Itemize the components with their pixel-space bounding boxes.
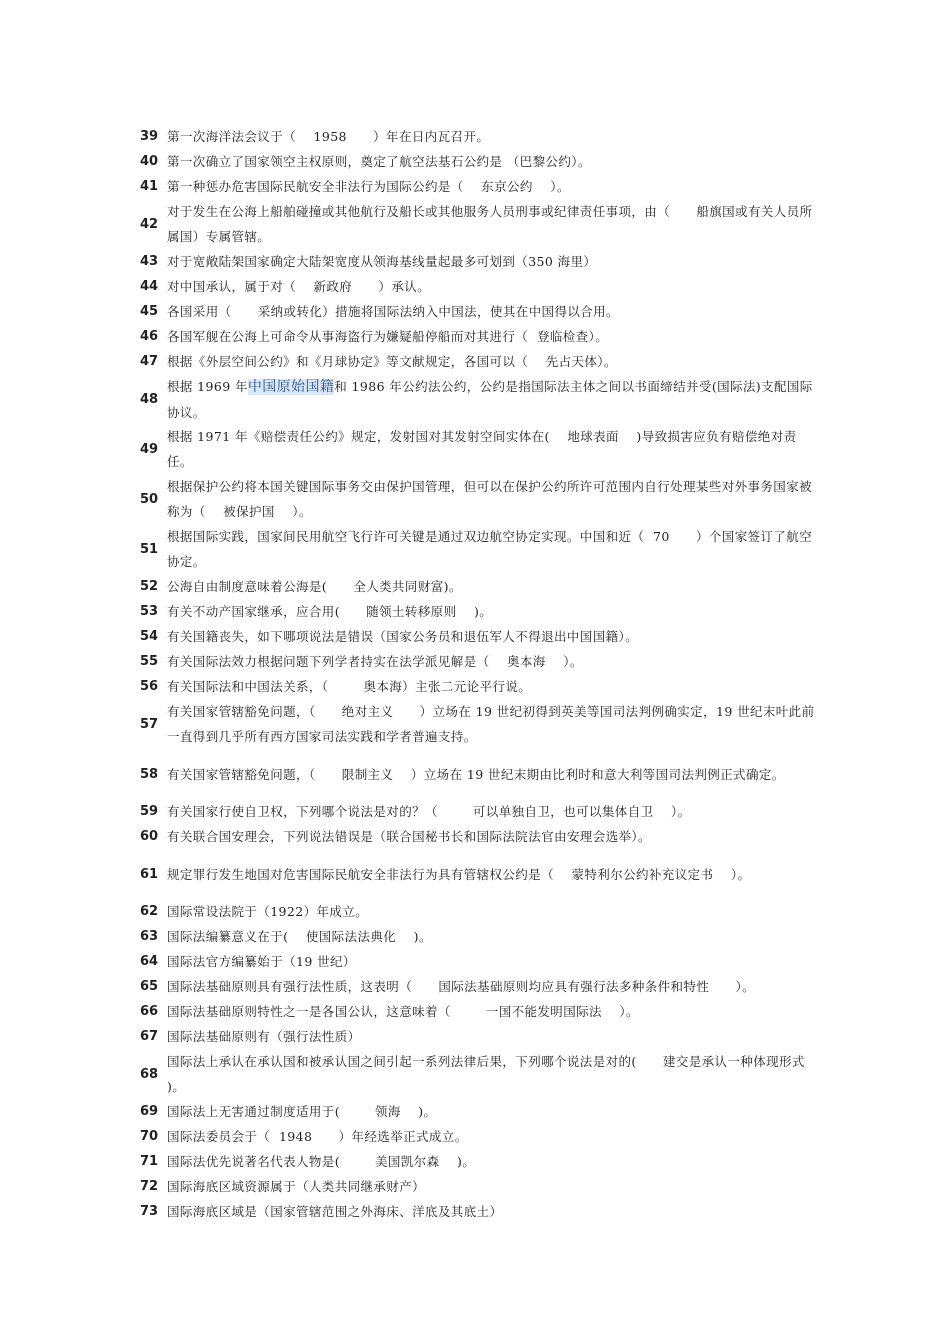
question-number: 67 [140, 1029, 159, 1044]
question-number: 50 [140, 491, 159, 507]
question-number: 62 [140, 904, 159, 919]
question-item [140, 1199, 820, 1224]
question-item [140, 1024, 820, 1049]
highlighted-text: 中国原始国籍 [247, 378, 335, 395]
question-item [140, 924, 820, 949]
question-number: 45 [140, 304, 159, 319]
question-text: 有关联合国安理会，下列说法错误是（联合国秘书长和国际法院法官由安理会选举）。 [167, 829, 651, 844]
question-text: 国际法官方编纂始于（19 世纪） [167, 954, 356, 969]
question-item [140, 199, 820, 249]
question-text: 国际法优先说著名代表人物是( 美国凯尔森 )。 [167, 1154, 476, 1169]
question-text: 国际法基础原则特性之一是各国公认，这意味着（ 一国不能发明国际法 ）。 [167, 1004, 639, 1019]
question-text: 第一种惩办危害国际民航安全非法行为国际公约是（ 东京公约 ）。 [167, 179, 570, 194]
question-item [140, 174, 820, 199]
question-item [140, 974, 820, 999]
question-item [140, 599, 820, 624]
question-number: 66 [140, 1004, 159, 1019]
question-text: 国际法编纂意义在于( 使国际法法典化 )。 [167, 929, 432, 944]
question-number: 52 [140, 579, 159, 594]
question-text: 国际法基础原则有（强行法性质） [167, 1029, 361, 1044]
question-number: 72 [140, 1179, 159, 1194]
question-text: 公海自由制度意味着公海是( 全人类共同财富)。 [167, 579, 462, 594]
question-item [140, 374, 820, 424]
question-number: 69 [140, 1104, 159, 1119]
question-number: 43 [140, 254, 159, 269]
question-text [167, 374, 820, 425]
question-text: 各国军舰在公海上可命令从事海盗行为嫌疑船停船而对其进行（ 登临检查）。 [167, 329, 609, 344]
question-item [140, 999, 820, 1024]
question-number: 49 [140, 441, 159, 457]
question-item [140, 799, 820, 824]
question-text: 国际海底区域是（国家管辖范围之外海床、洋底及其底土） [167, 1204, 503, 1219]
question-item [140, 899, 820, 924]
question-number: 64 [140, 954, 159, 969]
question-text: 对于宽敞陆架国家确定大陆架宽度从领海基线量起最多可划到（350 海里） [167, 254, 597, 269]
question-item [140, 249, 820, 274]
question-item [140, 474, 820, 524]
question-item [140, 1049, 823, 1099]
question-text: 有关不动产国家继承，应合用( 随领土转移原则 )。 [167, 604, 493, 619]
question-number: 41 [140, 179, 159, 194]
question-number: 42 [140, 216, 159, 232]
question-item [140, 574, 820, 599]
question-text: 有关国家管辖豁免问题，（ 限制主义 ）立场在 19 世纪末期由比利时和意大利等国司法判例正式确定。 [167, 766, 785, 782]
question-item [140, 624, 820, 649]
question-number: 70 [140, 1129, 159, 1144]
question-number: 53 [140, 604, 159, 619]
question-text: 国际法基础原则具有强行法性质，这表明（ 国际法基础原则均应具有强行法多种条件和特性 ）。 [167, 979, 756, 994]
question-number: 55 [140, 654, 159, 669]
question-number: 61 [140, 866, 159, 882]
question-number: 63 [140, 929, 159, 944]
question-text: 根据《外层空间公约》和《月球协定》等文献规定，各国可以（ 先占天体）。 [167, 354, 617, 369]
question-text: 对中国承认，属于对（ 新政府 ）承认。 [167, 279, 431, 294]
question-text-part: 根据 1969 年 [167, 378, 248, 394]
question-number: 73 [140, 1204, 159, 1219]
question-text: 有关国际法和中国法关系，（ 奥本海）主张二元论平行说。 [167, 679, 532, 694]
question-number: 44 [140, 279, 159, 294]
question-text: 有关国家行使自卫权，下列哪个说法是对的？（ 可以单独自卫，也可以集体自卫 ）。 [167, 804, 691, 819]
question-item [140, 1149, 820, 1174]
question-number: 60 [140, 829, 159, 844]
question-item [140, 699, 820, 749]
question-number: 39 [140, 129, 159, 144]
question-item [140, 949, 820, 974]
question-item [140, 424, 820, 474]
question-list [140, 124, 823, 1224]
question-number: 56 [140, 679, 159, 694]
question-item [140, 349, 820, 374]
question-number: 40 [140, 154, 159, 169]
question-text: 根据保护公约将本国关键国际事务交由保护国管理，但可以在保护公约所许可范围内自行处理某些对外事务国家被称为（ 被保护国 ）。 [167, 479, 813, 519]
question-item [140, 1124, 820, 1149]
question-text: 有关国家管辖豁免问题，（ 绝对主义 ）立场在 19 世纪初得到英美等国司法判例确实定，19 世纪末叶此前一直得到几乎所有西方国家司法实践和学者普遍支持。 [167, 704, 815, 744]
question-text: 各国采用（ 采纳或转化）措施将国际法纳入中国法，使其在中国得以合用。 [167, 304, 619, 319]
question-number: 68 [140, 1066, 159, 1082]
question-number: 59 [140, 804, 159, 819]
question-item [140, 149, 820, 174]
question-number: 58 [140, 766, 159, 782]
question-number: 46 [140, 329, 159, 344]
question-item [140, 299, 820, 324]
question-item [140, 749, 820, 799]
question-text-part: 和 1986 年公约法公约，公约是指国际法主体之间以书面缔结并受(国际法)支配国际协议。 [167, 378, 813, 420]
question-number: 54 [140, 629, 159, 644]
question-text: 国际海底区域资源属于（人类共同继承财产） [167, 1179, 426, 1194]
question-item [140, 274, 820, 299]
question-text: 国际法上无害通过制度适用于( 领海 )。 [167, 1104, 437, 1119]
question-item [140, 674, 820, 699]
question-text: 根据 1971 年《赔偿责任公约》规定，发射国对其发射空间实体在( 地球表面 )导致损害应负有赔偿绝对责任。 [167, 429, 797, 469]
question-item [140, 1174, 820, 1199]
question-number: 71 [140, 1154, 159, 1169]
question-item [140, 524, 820, 574]
question-item [140, 649, 820, 674]
question-item [140, 824, 820, 849]
question-number: 57 [140, 716, 159, 732]
question-number: 65 [140, 979, 159, 994]
question-text: 有关国际法效力根据问题下列学者持实在法学派见解是（ 奥本海 ）。 [167, 654, 583, 669]
question-item [140, 324, 820, 349]
question-text: 国际法委员会于（ 1948 ）年经选举正式成立。 [167, 1129, 468, 1144]
question-number: 47 [140, 354, 159, 369]
question-text: 国际法上承认在承认国和被承认国之间引起一系列法律后果，下列哪个说法是对的( 建交是承认一种体现形式 )。 [167, 1054, 823, 1094]
question-item [140, 1099, 820, 1124]
question-text: 国际常设法院于（1922）年成立。 [167, 904, 369, 919]
question-number: 48 [140, 391, 159, 407]
question-text: 对于发生在公海上船舶碰撞或其他航行及船长或其他服务人员刑事或纪律责任事项，由（ 船旗国或有关人员所属国）专属管辖。 [167, 204, 813, 244]
question-item [140, 849, 820, 899]
question-text: 有关国籍丧失，如下哪项说法是错误（国家公务员和退伍军人不得退出中国国籍）。 [167, 629, 639, 644]
question-text: 第一次海洋法会议于（ 1958 ）年在日内瓦召开。 [167, 129, 490, 144]
question-text: 第一次确立了国家领空主权原则，奠定了航空法基石公约是 （巴黎公约）。 [167, 154, 591, 169]
question-item [140, 124, 820, 149]
question-text: 规定罪行发生地国对危害国际民航安全非法行为具有管辖权公约是（ 蒙特利尔公约补充议定书 ）。 [167, 866, 751, 882]
question-text: 根据国际实践，国家间民用航空飞行许可关键是通过双边航空协定实现。中国和近（ 70 ）个国家签订了航空协定。 [167, 529, 813, 569]
question-number: 51 [140, 541, 159, 557]
